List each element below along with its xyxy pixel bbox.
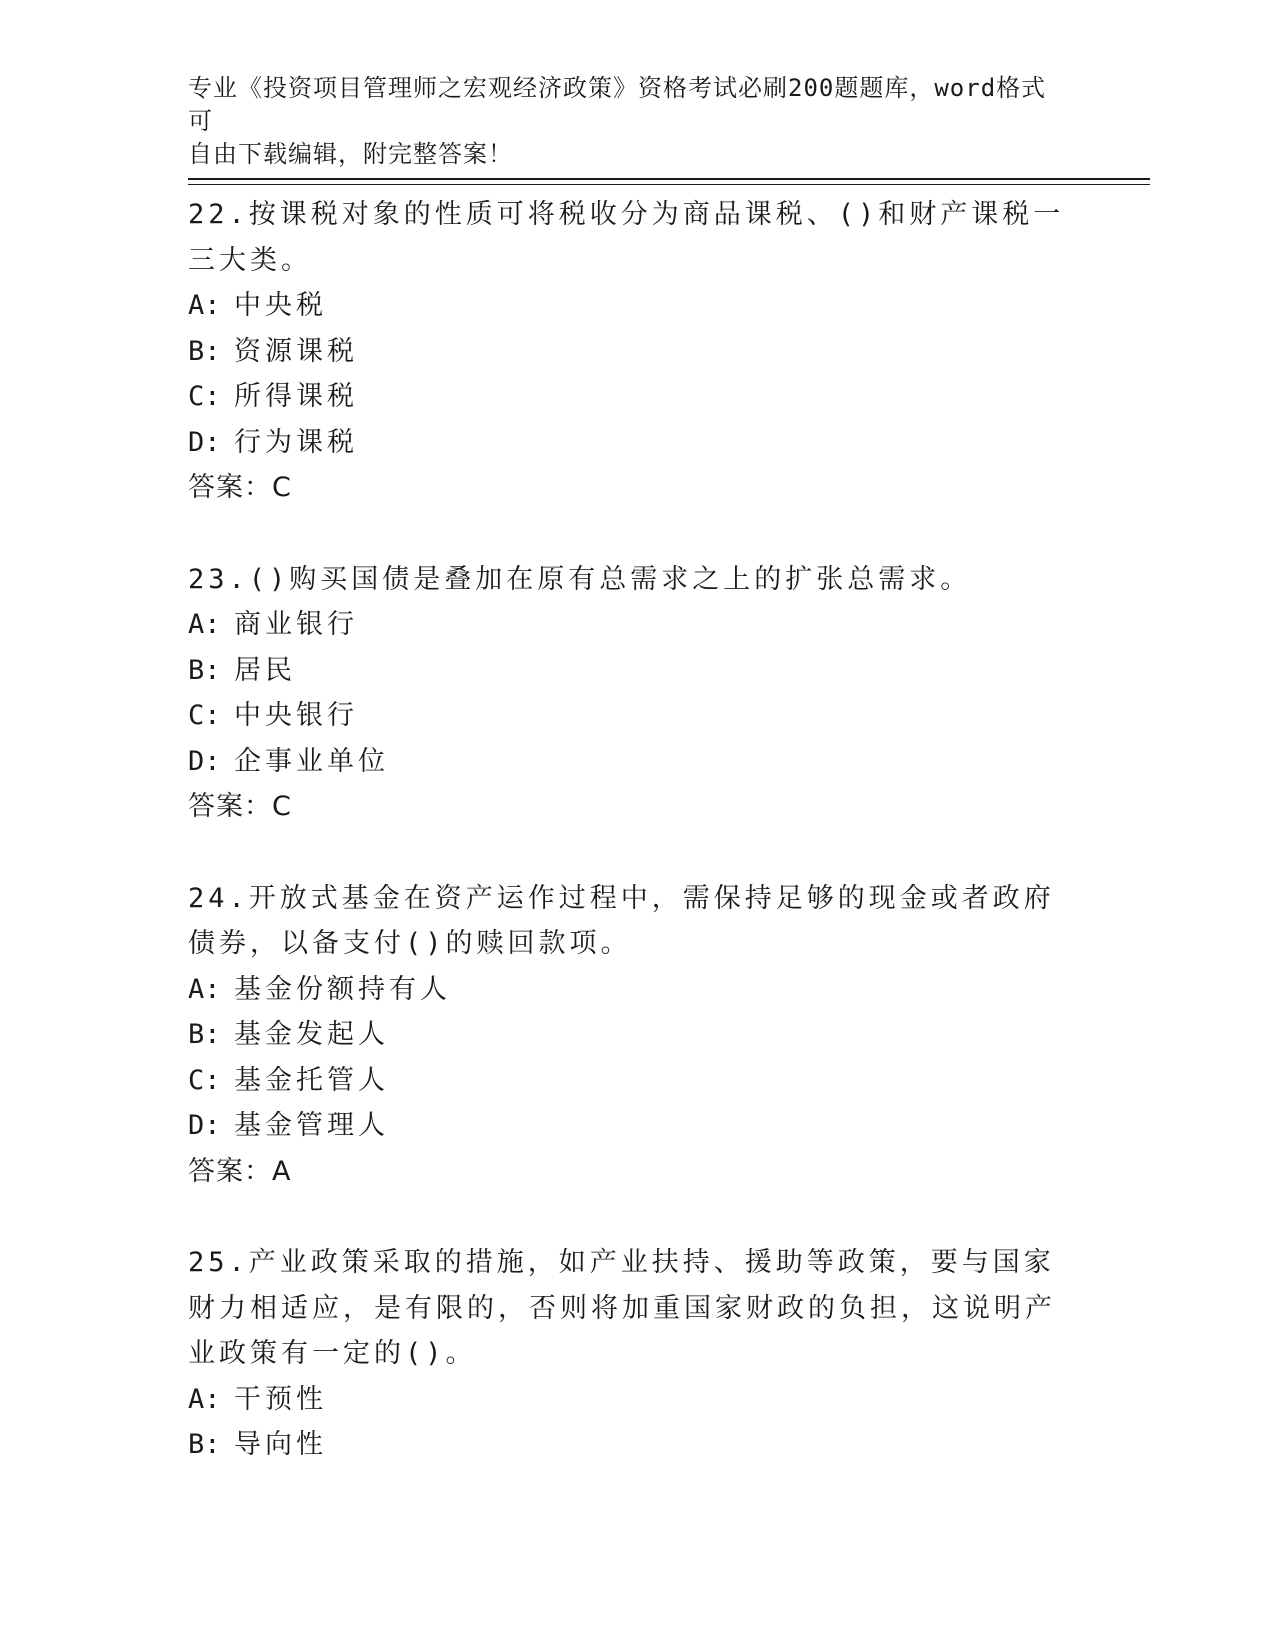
option-key: A:: [188, 1383, 221, 1415]
option-key: C:: [188, 1064, 221, 1096]
option-a: [188, 283, 1078, 329]
option-d: [188, 1103, 1078, 1149]
option-key: B:: [188, 654, 221, 686]
option-c: [188, 1058, 1078, 1104]
question-23: [188, 557, 1078, 830]
header-divider-thick: [188, 178, 1150, 180]
option-d: [188, 739, 1078, 785]
option-text: 商业银行: [234, 609, 358, 640]
option-c: [188, 374, 1078, 420]
question-text: 23.()购买国债是叠加在原有总需求之上的扩张总需求。: [188, 563, 972, 595]
question-text: 25.产业政策采取的措施，如产业扶持、援助等政策，要与国家财力相适应，是有限的，否则将加重国家财政的负担，这说明产业政策有一定的()。: [188, 1247, 1056, 1369]
option-d: [188, 420, 1078, 466]
option-text: 干预性: [234, 1383, 327, 1415]
answer-line: 答案：A: [188, 1155, 292, 1187]
document-header: [188, 72, 1068, 171]
question-22: [188, 192, 1078, 511]
option-text: 基金发起人: [234, 1019, 389, 1050]
option-text: 基金托管人: [234, 1064, 389, 1096]
option-key: D:: [188, 426, 221, 458]
option-key: C:: [188, 700, 221, 731]
option-c: [188, 693, 1078, 739]
option-b: [188, 648, 1078, 694]
option-key: D:: [188, 1110, 221, 1141]
answer-line: 答案：C: [188, 472, 292, 503]
option-a: [188, 967, 1078, 1013]
option-text: 基金份额持有人: [234, 973, 451, 1005]
option-text: 居民: [234, 654, 296, 686]
answer-line: 答案：C: [188, 791, 292, 822]
option-text: 行为课税: [234, 426, 358, 458]
option-text: 基金管理人: [234, 1110, 389, 1141]
header-line-2: 自由下载编辑，附完整答案！: [188, 140, 513, 168]
option-key: B:: [188, 1429, 221, 1460]
header-line-1: 专业《投资项目管理师之宏观经济政策》资格考试必刷200题题库，word格式可: [188, 74, 1047, 135]
option-a: [188, 602, 1078, 648]
question-24: [188, 876, 1078, 1195]
option-text: 资源课税: [234, 335, 358, 367]
option-key: B:: [188, 1019, 221, 1050]
question-list: [188, 192, 1078, 1514]
option-key: A:: [188, 973, 221, 1005]
option-text: 导向性: [234, 1429, 327, 1460]
option-a: [188, 1377, 1078, 1423]
option-b: [188, 1422, 1078, 1468]
option-key: D:: [188, 745, 221, 777]
option-key: A:: [188, 609, 221, 640]
option-key: C:: [188, 381, 221, 412]
option-text: 中央银行: [234, 700, 358, 731]
question-25: [188, 1240, 1078, 1468]
option-key: A:: [188, 290, 221, 321]
option-key: B:: [188, 335, 221, 367]
option-text: 中央税: [234, 290, 327, 321]
header-divider-thin: [188, 184, 1150, 185]
option-text: 所得课税: [234, 381, 358, 412]
option-text: 企事业单位: [234, 745, 389, 777]
question-text: 24.开放式基金在资产运作过程中，需保持足够的现金或者政府债券，以备支付()的赎回款项。: [188, 882, 1055, 959]
option-b: [188, 329, 1078, 375]
question-text: 22.按课税对象的性质可将税收分为商品课税、()和财产课税一三大类。: [188, 199, 1065, 276]
option-b: [188, 1012, 1078, 1058]
